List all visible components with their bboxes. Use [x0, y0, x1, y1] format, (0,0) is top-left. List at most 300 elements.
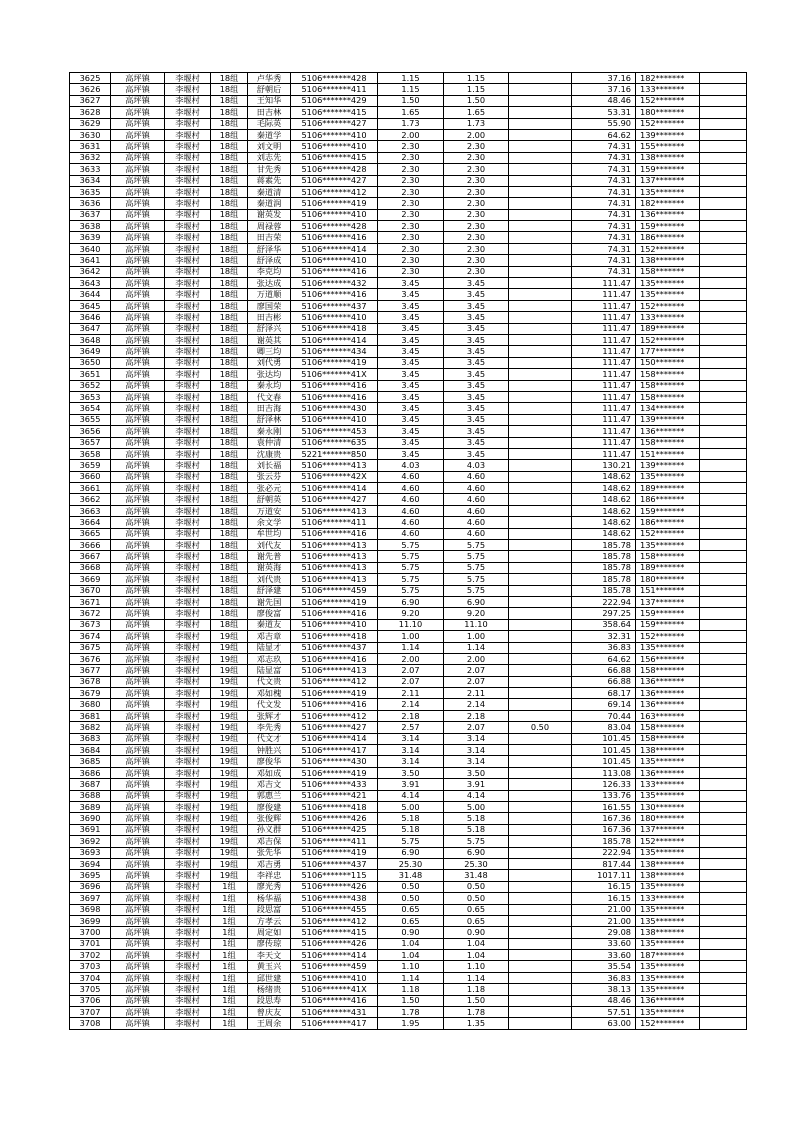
name-cell: 李克均: [248, 266, 291, 277]
phone-cell: 152*******: [636, 334, 700, 345]
area-total-cell: 0.50: [378, 893, 444, 904]
name-cell: 杨绪贵: [248, 984, 291, 995]
area-a-cell: 0.90: [444, 927, 509, 938]
blank-cell: [700, 300, 747, 311]
area-b-cell: [509, 391, 572, 402]
table-row: [70, 129, 747, 140]
group-cell: 18组: [211, 73, 248, 84]
area-a-cell: 3.14: [444, 745, 509, 756]
table-row: [70, 1018, 747, 1029]
town-cell: 高坪镇: [111, 870, 165, 881]
seq-cell: 3706: [70, 995, 111, 1006]
blank-cell: [700, 221, 747, 232]
phone-cell: 182*******: [636, 198, 700, 209]
phone-cell: 187*******: [636, 950, 700, 961]
table-row: [70, 403, 747, 414]
area-a-cell: 1.50: [444, 95, 509, 106]
phone-cell: 152*******: [636, 631, 700, 642]
table-row: [70, 881, 747, 892]
area-b-cell: [509, 574, 572, 585]
table-row: [70, 710, 747, 721]
village-cell: 李堰村: [165, 893, 211, 904]
town-cell: 高坪镇: [111, 323, 165, 334]
phone-cell: 152*******: [636, 1018, 700, 1029]
name-cell: 田吉荣: [248, 232, 291, 243]
name-cell: 代文春: [248, 391, 291, 402]
table-row: [70, 460, 747, 471]
name-cell: 代文发: [248, 699, 291, 710]
seq-cell: 3697: [70, 893, 111, 904]
area-b-cell: [509, 517, 572, 528]
seq-cell: 3701: [70, 938, 111, 949]
blank-cell: [700, 540, 747, 551]
table-row: [70, 528, 747, 539]
village-cell: 李堰村: [165, 334, 211, 345]
table-row: [70, 596, 747, 607]
group-cell: 18组: [211, 551, 248, 562]
group-cell: 18组: [211, 334, 248, 345]
area-total-cell: 3.91: [378, 779, 444, 790]
village-cell: 李堰村: [165, 802, 211, 813]
area-a-cell: 2.30: [444, 186, 509, 197]
town-cell: 高坪镇: [111, 847, 165, 858]
blank-cell: [700, 790, 747, 801]
area-a-cell: 2.30: [444, 175, 509, 186]
area-a-cell: 3.45: [444, 346, 509, 357]
area-b-cell: [509, 847, 572, 858]
group-cell: 18组: [211, 414, 248, 425]
table-row: [70, 779, 747, 790]
group-cell: 19组: [211, 676, 248, 687]
name-cell: 谢先普: [248, 551, 291, 562]
area-b-cell: [509, 1007, 572, 1018]
amount-cell: 130.21: [572, 460, 636, 471]
phone-cell: 136*******: [636, 995, 700, 1006]
blank-cell: [700, 528, 747, 539]
id-number-cell: 5106*******427: [291, 494, 378, 505]
table-row: [70, 357, 747, 368]
area-a-cell: 2.14: [444, 699, 509, 710]
name-cell: 廖光秀: [248, 881, 291, 892]
name-cell: 段思寿: [248, 995, 291, 1006]
seq-cell: 3653: [70, 391, 111, 402]
town-cell: 高坪镇: [111, 175, 165, 186]
area-total-cell: 1.18: [378, 984, 444, 995]
blank-cell: [700, 972, 747, 983]
amount-cell: 68.17: [572, 688, 636, 699]
phone-cell: 136*******: [636, 676, 700, 687]
table-row: [70, 266, 747, 277]
group-cell: 19组: [211, 802, 248, 813]
area-b-cell: [509, 152, 572, 163]
village-cell: 李堰村: [165, 243, 211, 254]
blank-cell: [700, 357, 747, 368]
village-cell: 李堰村: [165, 84, 211, 95]
area-b-cell: [509, 289, 572, 300]
name-cell: 黄玉兴: [248, 961, 291, 972]
group-cell: 18组: [211, 596, 248, 607]
id-number-cell: 5106*******410: [291, 414, 378, 425]
seq-cell: 3700: [70, 927, 111, 938]
seq-cell: 3633: [70, 164, 111, 175]
phone-cell: 159*******: [636, 505, 700, 516]
phone-cell: 182*******: [636, 73, 700, 84]
id-number-cell: 5106*******419: [291, 847, 378, 858]
area-total-cell: 4.60: [378, 471, 444, 482]
area-a-cell: 6.90: [444, 596, 509, 607]
name-cell: 谢英海: [248, 562, 291, 573]
area-a-cell: 1.15: [444, 84, 509, 95]
id-number-cell: 5106*******419: [291, 688, 378, 699]
village-cell: 李堰村: [165, 414, 211, 425]
town-cell: 高坪镇: [111, 540, 165, 551]
name-cell: 邓志玖: [248, 653, 291, 664]
area-total-cell: 2.30: [378, 266, 444, 277]
seq-cell: 3668: [70, 562, 111, 573]
area-a-cell: 5.18: [444, 824, 509, 835]
seq-cell: 3664: [70, 517, 111, 528]
id-number-cell: 5106*******430: [291, 756, 378, 767]
group-cell: 18组: [211, 129, 248, 140]
blank-cell: [700, 460, 747, 471]
area-total-cell: 3.45: [378, 278, 444, 289]
id-number-cell: 5106*******41X: [291, 369, 378, 380]
phone-cell: 180*******: [636, 574, 700, 585]
amount-cell: 74.31: [572, 232, 636, 243]
area-a-cell: 1.78: [444, 1007, 509, 1018]
seq-cell: 3661: [70, 483, 111, 494]
seq-cell: 3678: [70, 676, 111, 687]
blank-cell: [700, 847, 747, 858]
area-total-cell: 3.45: [378, 300, 444, 311]
seq-cell: 3635: [70, 186, 111, 197]
name-cell: 舒泽成: [248, 255, 291, 266]
group-cell: 19组: [211, 653, 248, 664]
name-cell: 秦永刚: [248, 426, 291, 437]
amount-cell: 53.31: [572, 107, 636, 118]
village-cell: 李堰村: [165, 1018, 211, 1029]
phone-cell: 151*******: [636, 585, 700, 596]
area-b-cell: [509, 665, 572, 676]
name-cell: 谢英发: [248, 209, 291, 220]
id-number-cell: 5106*******432: [291, 278, 378, 289]
seq-cell: 3657: [70, 437, 111, 448]
group-cell: 19组: [211, 722, 248, 733]
phone-cell: 136*******: [636, 209, 700, 220]
area-a-cell: 4.03: [444, 460, 509, 471]
village-cell: 李堰村: [165, 915, 211, 926]
area-b-cell: [509, 471, 572, 482]
group-cell: 19组: [211, 767, 248, 778]
area-a-cell: 3.14: [444, 733, 509, 744]
table-row: [70, 380, 747, 391]
town-cell: 高坪镇: [111, 688, 165, 699]
area-b-cell: [509, 403, 572, 414]
village-cell: 李堰村: [165, 642, 211, 653]
amount-cell: 148.62: [572, 517, 636, 528]
area-b-cell: [509, 483, 572, 494]
table-row: [70, 152, 747, 163]
blank-cell: [700, 209, 747, 220]
area-b-cell: [509, 699, 572, 710]
name-cell: 钟胜兴: [248, 745, 291, 756]
village-cell: 李堰村: [165, 562, 211, 573]
name-cell: 刘代贵: [248, 574, 291, 585]
area-a-cell: 5.75: [444, 574, 509, 585]
table-row: [70, 562, 747, 573]
town-cell: 高坪镇: [111, 426, 165, 437]
id-number-cell: 5106*******428: [291, 221, 378, 232]
group-cell: 18组: [211, 357, 248, 368]
group-cell: 18组: [211, 266, 248, 277]
village-cell: 李堰村: [165, 961, 211, 972]
blank-cell: [700, 722, 747, 733]
group-cell: 1组: [211, 881, 248, 892]
town-cell: 高坪镇: [111, 141, 165, 152]
amount-cell: 55.90: [572, 118, 636, 129]
phone-cell: 189*******: [636, 323, 700, 334]
amount-cell: 817.44: [572, 858, 636, 869]
area-total-cell: 2.18: [378, 710, 444, 721]
area-total-cell: 11.10: [378, 619, 444, 630]
amount-cell: 37.16: [572, 84, 636, 95]
group-cell: 19组: [211, 858, 248, 869]
group-cell: 18组: [211, 619, 248, 630]
village-cell: 李堰村: [165, 357, 211, 368]
id-number-cell: 5106*******426: [291, 938, 378, 949]
area-b-cell: [509, 653, 572, 664]
name-cell: 李先秀: [248, 722, 291, 733]
group-cell: 18组: [211, 255, 248, 266]
table-row: [70, 494, 747, 505]
area-b-cell: [509, 118, 572, 129]
town-cell: 高坪镇: [111, 950, 165, 961]
seq-cell: 3658: [70, 448, 111, 459]
phone-cell: 135*******: [636, 847, 700, 858]
phone-cell: 139*******: [636, 460, 700, 471]
area-a-cell: 3.45: [444, 300, 509, 311]
phone-cell: 137*******: [636, 824, 700, 835]
area-b-cell: [509, 209, 572, 220]
seq-cell: 3672: [70, 608, 111, 619]
town-cell: 高坪镇: [111, 209, 165, 220]
village-cell: 李堰村: [165, 289, 211, 300]
group-cell: 18组: [211, 369, 248, 380]
name-cell: 代文贵: [248, 676, 291, 687]
village-cell: 李堰村: [165, 278, 211, 289]
area-a-cell: 2.30: [444, 198, 509, 209]
group-cell: 18组: [211, 403, 248, 414]
area-total-cell: 4.60: [378, 494, 444, 505]
area-total-cell: 3.45: [378, 369, 444, 380]
group-cell: 18组: [211, 562, 248, 573]
group-cell: 18组: [211, 152, 248, 163]
blank-cell: [700, 403, 747, 414]
area-a-cell: 2.30: [444, 243, 509, 254]
town-cell: 高坪镇: [111, 756, 165, 767]
village-cell: 李堰村: [165, 813, 211, 824]
blank-cell: [700, 938, 747, 949]
area-total-cell: 1.04: [378, 950, 444, 961]
area-total-cell: 6.90: [378, 596, 444, 607]
seq-cell: 3687: [70, 779, 111, 790]
name-cell: 蒋素先: [248, 175, 291, 186]
town-cell: 高坪镇: [111, 369, 165, 380]
id-number-cell: 5106*******416: [291, 380, 378, 391]
village-cell: 李堰村: [165, 437, 211, 448]
blank-cell: [700, 448, 747, 459]
amount-cell: 111.47: [572, 300, 636, 311]
phone-cell: 135*******: [636, 972, 700, 983]
town-cell: 高坪镇: [111, 448, 165, 459]
table-row: [70, 471, 747, 482]
phone-cell: 152*******: [636, 528, 700, 539]
seq-cell: 3632: [70, 152, 111, 163]
seq-cell: 3689: [70, 802, 111, 813]
area-total-cell: 3.45: [378, 403, 444, 414]
area-a-cell: 4.60: [444, 471, 509, 482]
amount-cell: 48.46: [572, 995, 636, 1006]
group-cell: 18组: [211, 391, 248, 402]
blank-cell: [700, 107, 747, 118]
table-row: [70, 118, 747, 129]
village-cell: 李堰村: [165, 426, 211, 437]
area-total-cell: 4.60: [378, 528, 444, 539]
id-number-cell: 5106*******412: [291, 710, 378, 721]
area-total-cell: 3.14: [378, 756, 444, 767]
amount-cell: 57.51: [572, 1007, 636, 1018]
blank-cell: [700, 243, 747, 254]
area-total-cell: 0.65: [378, 904, 444, 915]
group-cell: 18组: [211, 494, 248, 505]
id-number-cell: 5106*******413: [291, 505, 378, 516]
amount-cell: 83.04: [572, 722, 636, 733]
area-a-cell: 4.60: [444, 483, 509, 494]
area-b-cell: [509, 369, 572, 380]
amount-cell: 101.45: [572, 756, 636, 767]
area-total-cell: 2.30: [378, 198, 444, 209]
name-cell: 陆显富: [248, 665, 291, 676]
table-row: [70, 790, 747, 801]
seq-cell: 3699: [70, 915, 111, 926]
area-total-cell: 1.50: [378, 995, 444, 1006]
table-row: [70, 437, 747, 448]
blank-cell: [700, 289, 747, 300]
id-number-cell: 5106*******434: [291, 346, 378, 357]
seq-cell: 3684: [70, 745, 111, 756]
area-b-cell: [509, 129, 572, 140]
area-total-cell: 4.14: [378, 790, 444, 801]
group-cell: 18组: [211, 84, 248, 95]
phone-cell: 135*******: [636, 471, 700, 482]
area-a-cell: 3.45: [444, 414, 509, 425]
phone-cell: 159*******: [636, 221, 700, 232]
blank-cell: [700, 84, 747, 95]
seq-cell: 3680: [70, 699, 111, 710]
blank-cell: [700, 858, 747, 869]
area-a-cell: 3.45: [444, 437, 509, 448]
area-b-cell: [509, 300, 572, 311]
blank-cell: [700, 802, 747, 813]
phone-cell: 137*******: [636, 596, 700, 607]
seq-cell: 3708: [70, 1018, 111, 1029]
table-row: [70, 278, 747, 289]
amount-cell: 101.45: [572, 733, 636, 744]
area-b-cell: [509, 984, 572, 995]
town-cell: 高坪镇: [111, 357, 165, 368]
table-row: [70, 950, 747, 961]
table-row: [70, 585, 747, 596]
group-cell: 19组: [211, 847, 248, 858]
amount-cell: 133.76: [572, 790, 636, 801]
name-cell: 孙义群: [248, 824, 291, 835]
town-cell: 高坪镇: [111, 1007, 165, 1018]
phone-cell: 138*******: [636, 745, 700, 756]
town-cell: 高坪镇: [111, 972, 165, 983]
seq-cell: 3648: [70, 334, 111, 345]
id-number-cell: 5106*******415: [291, 107, 378, 118]
group-cell: 19组: [211, 642, 248, 653]
area-b-cell: [509, 107, 572, 118]
village-cell: 李堰村: [165, 221, 211, 232]
amount-cell: 74.31: [572, 266, 636, 277]
phone-cell: 135*******: [636, 881, 700, 892]
seq-cell: 3683: [70, 733, 111, 744]
area-total-cell: 2.07: [378, 665, 444, 676]
town-cell: 高坪镇: [111, 733, 165, 744]
id-number-cell: 5106*******413: [291, 665, 378, 676]
phone-cell: 135*******: [636, 278, 700, 289]
blank-cell: [700, 665, 747, 676]
group-cell: 18组: [211, 505, 248, 516]
table-row: [70, 904, 747, 915]
area-total-cell: 2.30: [378, 164, 444, 175]
table-row: [70, 767, 747, 778]
phone-cell: 136*******: [636, 688, 700, 699]
name-cell: 郭惠兰: [248, 790, 291, 801]
table-row: [70, 107, 747, 118]
area-b-cell: [509, 448, 572, 459]
area-a-cell: 1.18: [444, 984, 509, 995]
area-a-cell: 1.35: [444, 1018, 509, 1029]
village-cell: 李堰村: [165, 699, 211, 710]
village-cell: 李堰村: [165, 676, 211, 687]
town-cell: 高坪镇: [111, 836, 165, 847]
area-b-cell: [509, 870, 572, 881]
amount-cell: 111.47: [572, 312, 636, 323]
blank-cell: [700, 608, 747, 619]
blank-cell: [700, 483, 747, 494]
amount-cell: 101.45: [572, 745, 636, 756]
name-cell: 田吉林: [248, 107, 291, 118]
village-cell: 李堰村: [165, 175, 211, 186]
phone-cell: 156*******: [636, 653, 700, 664]
phone-cell: 138*******: [636, 255, 700, 266]
seq-cell: 3649: [70, 346, 111, 357]
id-number-cell: 5106*******635: [291, 437, 378, 448]
area-a-cell: 2.00: [444, 653, 509, 664]
area-total-cell: 3.45: [378, 346, 444, 357]
phone-cell: 163*******: [636, 710, 700, 721]
amount-cell: 167.36: [572, 824, 636, 835]
group-cell: 19组: [211, 779, 248, 790]
area-b-cell: [509, 904, 572, 915]
area-b-cell: [509, 710, 572, 721]
amount-cell: 222.94: [572, 596, 636, 607]
area-b-cell: [509, 961, 572, 972]
seq-cell: 3647: [70, 323, 111, 334]
amount-cell: 63.00: [572, 1018, 636, 1029]
